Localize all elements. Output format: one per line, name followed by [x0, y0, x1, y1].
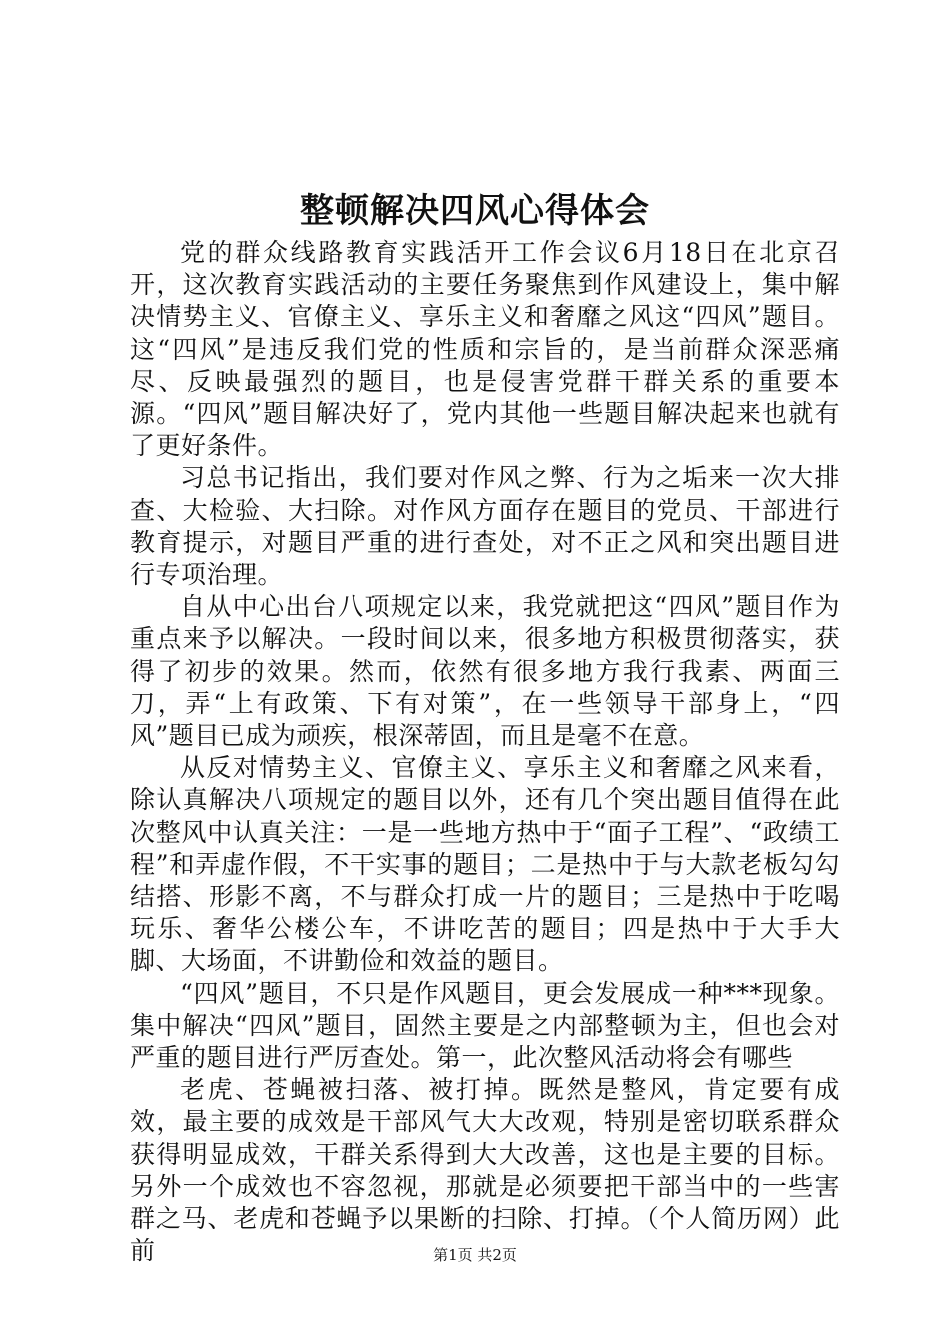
paragraph: 从反对情势主义、官僚主义、享乐主义和奢靡之风来看，除认真解决八项规定的题目以外，还有几个突出题目值得在此次整风中认真关注：一是一些地方热中于“面子工程”、“政绩工程”和弄虚作假，不干实事的题目；二是热中于与大款老板勾勾结搭、形影不离，不与群众打成一片的题目；三是热中于吃喝玩乐、奢华公楼公车，不讲吃苦的题目；四是热中于大手大脚、大场面，不讲勤俭和效益的题目。: [130, 753, 840, 976]
paragraph: 老虎、苍蝇被扫落、被打掉。既然是整风，肯定要有成效，最主要的成效是干部风气大大改观，特别是密切联系群众获得明显成效，干群关系得到大大改善，这也是主要的目标。另外一个成效也不容忽视，那就是必须要把干部当中的一些害群之马、老虎和苍蝇予以果断的扫除、打掉。（个人简历网）此前: [130, 1075, 840, 1266]
document-title: 整顿解决四风心得体会: [300, 191, 650, 231]
page-number: 第1页 共2页: [433, 1246, 517, 1264]
paragraph: 自从中心出台八项规定以来，我党就把这“四风”题目作为重点来予以解决。一段时间以来，很多地方积极贯彻落实，获得了初步的效果。然而，依然有很多地方我行我素、两面三刀，弄“上有政策、下有对策”，在一些领导干部身上，“四风”题目已成为顽疾，根深蒂固，而且是毫不在意。: [130, 592, 840, 751]
document-body: [130, 237, 840, 1268]
paragraph: 习总书记指出，我们要对作风之弊、行为之垢来一次大排查、大检验、大扫除。对作风方面存在题目的党员、干部进行教育提示，对题目严重的进行查处，对不正之风和突出题目进行专项治理。: [130, 463, 840, 590]
paragraph: 党的群众线路教育实践活开工作会议6月18日在北京召开，这次教育实践活动的主要任务聚焦到作风建设上，集中解决情势主义、官僚主义、享乐主义和奢靡之风这“四风”题目。这“四风”是违反我们党的性质和宗旨的，是当前群众深恶痛尽、反映最强烈的题目，也是侵害党群干群关系的重要本源。“四风”题目解决好了，党内其他一些题目解决起来也就有了更好条件。: [130, 238, 840, 461]
paragraph: “四风”题目，不只是作风题目，更会发展成一种***现象。集中解决“四风”题目，固然主要是之内部整顿为主，但也会对严重的题目进行严厉查处。第一，此次整风活动将会有哪些: [130, 978, 840, 1073]
